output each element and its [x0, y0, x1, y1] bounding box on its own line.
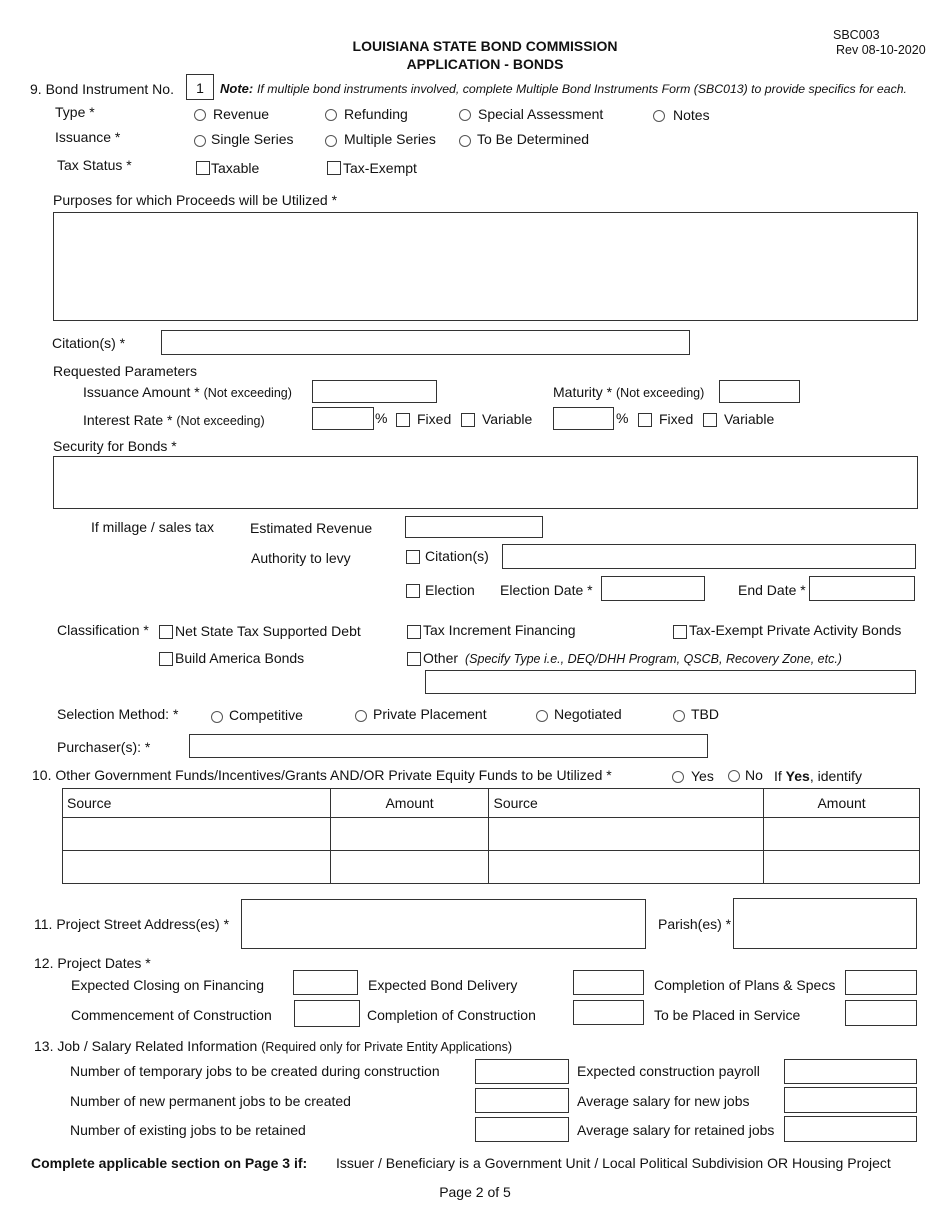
type-label: Type * — [55, 104, 95, 120]
issuance-single-label: Single Series — [211, 131, 294, 147]
requested-parameters-label: Requested Parameters — [53, 363, 197, 379]
existing-jobs-input[interactable] — [475, 1117, 569, 1142]
bond-instrument-no-field[interactable]: 1 — [186, 74, 214, 100]
issuance-tbd-label: To Be Determined — [477, 131, 590, 147]
other-funds-no-label: No — [745, 767, 763, 783]
tax-exempt-checkbox[interactable] — [327, 161, 341, 175]
election-date-input[interactable] — [601, 576, 705, 601]
class-other-label: Other — [423, 650, 459, 666]
note-text: If multiple bond instruments involved, complete Multiple Bond Instruments Form (SBC013) to provide specifics for each. — [257, 82, 907, 96]
issuance-single-radio[interactable] — [194, 135, 206, 147]
maturity-input[interactable] — [719, 380, 800, 403]
amount-cell[interactable] — [330, 851, 489, 884]
issuance-amount-text: Issuance Amount * — [83, 384, 200, 400]
estimated-revenue-label: Estimated Revenue — [250, 520, 373, 536]
form-revision: Rev 08-10-2020 — [836, 43, 926, 57]
commencement-input[interactable] — [294, 1000, 360, 1027]
interest-rate-2-input[interactable] — [553, 407, 614, 430]
page-number: Page 2 of 5 — [439, 1184, 511, 1200]
selection-negotiated-label: Negotiated — [554, 706, 622, 722]
percent-sign: % — [375, 410, 388, 426]
rate1-variable-checkbox[interactable] — [461, 413, 475, 427]
class-other-checkbox[interactable] — [407, 652, 421, 666]
issuance-amount-input[interactable] — [312, 380, 437, 403]
type-notes-radio[interactable] — [653, 110, 665, 122]
class-net-state-label: Net State Tax Supported Debt — [175, 623, 361, 639]
authority-citations-input[interactable] — [502, 544, 916, 569]
jobs-label: Number of existing jobs to be retained — [70, 1122, 306, 1138]
rate2-variable-label: Variable — [724, 411, 775, 427]
issuance-tbd-radio[interactable] — [459, 135, 471, 147]
date-label: Commencement of Construction — [71, 1007, 272, 1023]
issuance-amount-label — [83, 384, 292, 400]
form-code: SBC003 — [833, 28, 880, 42]
section12-label: 12. Project Dates * — [34, 955, 151, 971]
type-special-assessment-radio[interactable] — [459, 109, 471, 121]
issuance-label: Issuance * — [55, 129, 121, 145]
not-exceeding-text: (Not exceeding) — [176, 414, 265, 428]
section13-label — [34, 1038, 512, 1054]
amount-cell[interactable] — [330, 818, 489, 851]
source-cell[interactable] — [63, 818, 331, 851]
identify-bold: Yes — [785, 768, 810, 784]
completion-construction-input[interactable] — [573, 1000, 644, 1025]
salary-label: Average salary for retained jobs — [577, 1122, 775, 1138]
type-refunding-radio[interactable] — [325, 109, 337, 121]
type-revenue-label: Revenue — [213, 106, 270, 122]
class-other-hint: (Specify Type i.e., DEQ/DHH Program, QSCB, Recovery Zone, etc.) — [465, 652, 842, 666]
temporary-jobs-input[interactable] — [475, 1059, 569, 1084]
amount-cell[interactable] — [764, 851, 920, 884]
selection-competitive-radio[interactable] — [211, 711, 223, 723]
date-label: Completion of Plans & Specs — [654, 977, 836, 993]
class-build-america-label: Build America Bonds — [175, 650, 305, 666]
interest-rate-1-input[interactable] — [312, 407, 374, 430]
purchaser-input[interactable] — [189, 734, 708, 758]
expected-bond-delivery-input[interactable] — [573, 970, 644, 995]
millage-label: If millage / sales tax — [91, 519, 214, 535]
authority-citations-checkbox[interactable] — [406, 550, 420, 564]
maturity-label — [553, 384, 704, 400]
funds-header-row — [63, 789, 920, 818]
class-tif-label: Tax Increment Financing — [423, 622, 576, 638]
date-label: Expected Bond Delivery — [368, 977, 518, 993]
citations-input[interactable] — [161, 330, 690, 355]
type-refunding-label: Refunding — [344, 106, 408, 122]
parish-label: Parish(es) * — [658, 916, 732, 932]
rate1-variable-label: Variable — [482, 411, 533, 427]
maturity-text: Maturity * — [553, 384, 613, 400]
purposes-textarea[interactable] — [53, 212, 918, 321]
class-net-state-checkbox[interactable] — [159, 625, 173, 639]
complete-section-text: Issuer / Beneficiary is a Government Unit / Local Political Subdivision OR Housing Project — [336, 1155, 891, 1171]
purposes-label: Purposes for which Proceeds will be Utilized * — [53, 192, 338, 208]
other-funds-yes-label: Yes — [691, 768, 714, 784]
citations-label: Citation(s) * — [52, 335, 126, 351]
selection-private-radio[interactable] — [355, 710, 367, 722]
avg-salary-new-input[interactable] — [784, 1087, 917, 1113]
jobs-label: Number of new permanent jobs to be created — [70, 1093, 351, 1109]
security-label: Security for Bonds * — [53, 438, 177, 454]
taxable-checkbox[interactable] — [196, 161, 210, 175]
percent-sign: % — [616, 410, 629, 426]
tax-status-label: Tax Status * — [57, 157, 132, 173]
other-funds-yes-radio[interactable] — [672, 771, 684, 783]
class-private-activity-checkbox[interactable] — [673, 625, 687, 639]
authority-label: Authority to levy — [251, 550, 351, 566]
note-label: Note: — [220, 81, 254, 96]
rate2-fixed-label: Fixed — [659, 411, 694, 427]
section13-title: 13. Job / Salary Related Information — [34, 1038, 258, 1054]
tax-exempt-label: Tax-Exempt — [343, 160, 417, 176]
rate2-variable-checkbox[interactable] — [703, 413, 717, 427]
parish-input[interactable] — [733, 898, 917, 949]
col-amount-1: Amount — [330, 789, 489, 818]
end-date-input[interactable] — [809, 576, 915, 601]
table-row — [63, 818, 920, 851]
avg-salary-retained-input[interactable] — [784, 1116, 917, 1142]
col-amount-2: Amount — [764, 789, 920, 818]
type-notes-label: Notes — [673, 107, 710, 123]
placed-in-service-input[interactable] — [845, 1000, 917, 1026]
issuance-multiple-radio[interactable] — [325, 135, 337, 147]
funds-table — [62, 788, 920, 884]
form-subtitle: APPLICATION - BONDS — [406, 56, 564, 72]
form-title: LOUISIANA STATE BOND COMMISSION — [352, 38, 618, 54]
selection-tbd-radio[interactable] — [673, 710, 685, 722]
authority-citations-label: Citation(s) — [425, 548, 489, 564]
salary-label: Expected construction payroll — [577, 1063, 760, 1079]
section11-label: 11. Project Street Address(es) * — [34, 916, 230, 932]
section10-label: 10. Other Government Funds/Incentives/Grants AND/OR Private Equity Funds to be Utilized * — [32, 767, 612, 783]
purchaser-label: Purchaser(s): * — [57, 739, 151, 755]
class-build-america-checkbox[interactable] — [159, 652, 173, 666]
election-checkbox[interactable] — [406, 584, 420, 598]
col-source-1: Source — [63, 789, 331, 818]
selection-private-label: Private Placement — [373, 706, 487, 722]
type-revenue-radio[interactable] — [194, 109, 206, 121]
election-date-label: Election Date * — [500, 582, 593, 598]
election-label: Election — [425, 582, 475, 598]
salary-label: Average salary for new jobs — [577, 1093, 750, 1109]
source-cell[interactable] — [489, 818, 764, 851]
identify-note — [774, 768, 862, 784]
issuance-multiple-label: Multiple Series — [344, 131, 436, 147]
selection-tbd-label: TBD — [691, 706, 719, 722]
date-label: To be Placed in Service — [654, 1007, 801, 1023]
source-cell[interactable] — [63, 851, 331, 884]
selection-negotiated-radio[interactable] — [536, 710, 548, 722]
classification-label: Classification * — [57, 622, 149, 638]
selection-competitive-label: Competitive — [229, 707, 303, 723]
interest-rate-text: Interest Rate * — [83, 412, 173, 428]
date-label: Completion of Construction — [367, 1007, 536, 1023]
identify-pre: If — [774, 768, 782, 784]
class-private-activity-label: Tax-Exempt Private Activity Bonds — [689, 622, 902, 638]
selection-method-label: Selection Method: * — [57, 706, 179, 722]
project-address-input[interactable] — [241, 899, 646, 949]
table-row — [63, 851, 920, 884]
complete-section-label: Complete applicable section on Page 3 if: — [31, 1155, 308, 1171]
rate1-fixed-checkbox[interactable] — [396, 413, 410, 427]
expected-closing-input[interactable] — [293, 970, 358, 995]
rate1-fixed-label: Fixed — [417, 411, 452, 427]
estimated-revenue-input[interactable] — [405, 516, 543, 538]
security-textarea[interactable] — [53, 456, 918, 509]
amount-cell[interactable] — [764, 818, 920, 851]
completion-plans-input[interactable] — [845, 970, 917, 995]
other-funds-no-radio[interactable] — [728, 770, 740, 782]
interest-rate-label — [83, 412, 265, 428]
not-exceeding-text: (Not exceeding) — [616, 386, 705, 400]
jobs-label: Number of temporary jobs to be created during construction — [70, 1063, 440, 1079]
identify-post: , identify — [809, 768, 862, 784]
source-cell[interactable] — [489, 851, 764, 884]
construction-payroll-input[interactable] — [784, 1059, 917, 1084]
section13-note: (Required only for Private Entity Applications) — [261, 1040, 513, 1054]
new-permanent-jobs-input[interactable] — [475, 1088, 569, 1113]
col-source-2: Source — [489, 789, 764, 818]
date-label: Expected Closing on Financing — [71, 977, 265, 993]
class-tif-checkbox[interactable] — [407, 625, 421, 639]
type-special-assessment-label: Special Assessment — [478, 106, 604, 122]
end-date-label: End Date * — [738, 582, 806, 598]
bond-instrument-label: 9. Bond Instrument No. — [30, 81, 174, 97]
taxable-label: Taxable — [211, 160, 260, 176]
not-exceeding-text: (Not exceeding) — [203, 386, 292, 400]
rate2-fixed-checkbox[interactable] — [638, 413, 652, 427]
class-other-input[interactable] — [425, 670, 916, 694]
